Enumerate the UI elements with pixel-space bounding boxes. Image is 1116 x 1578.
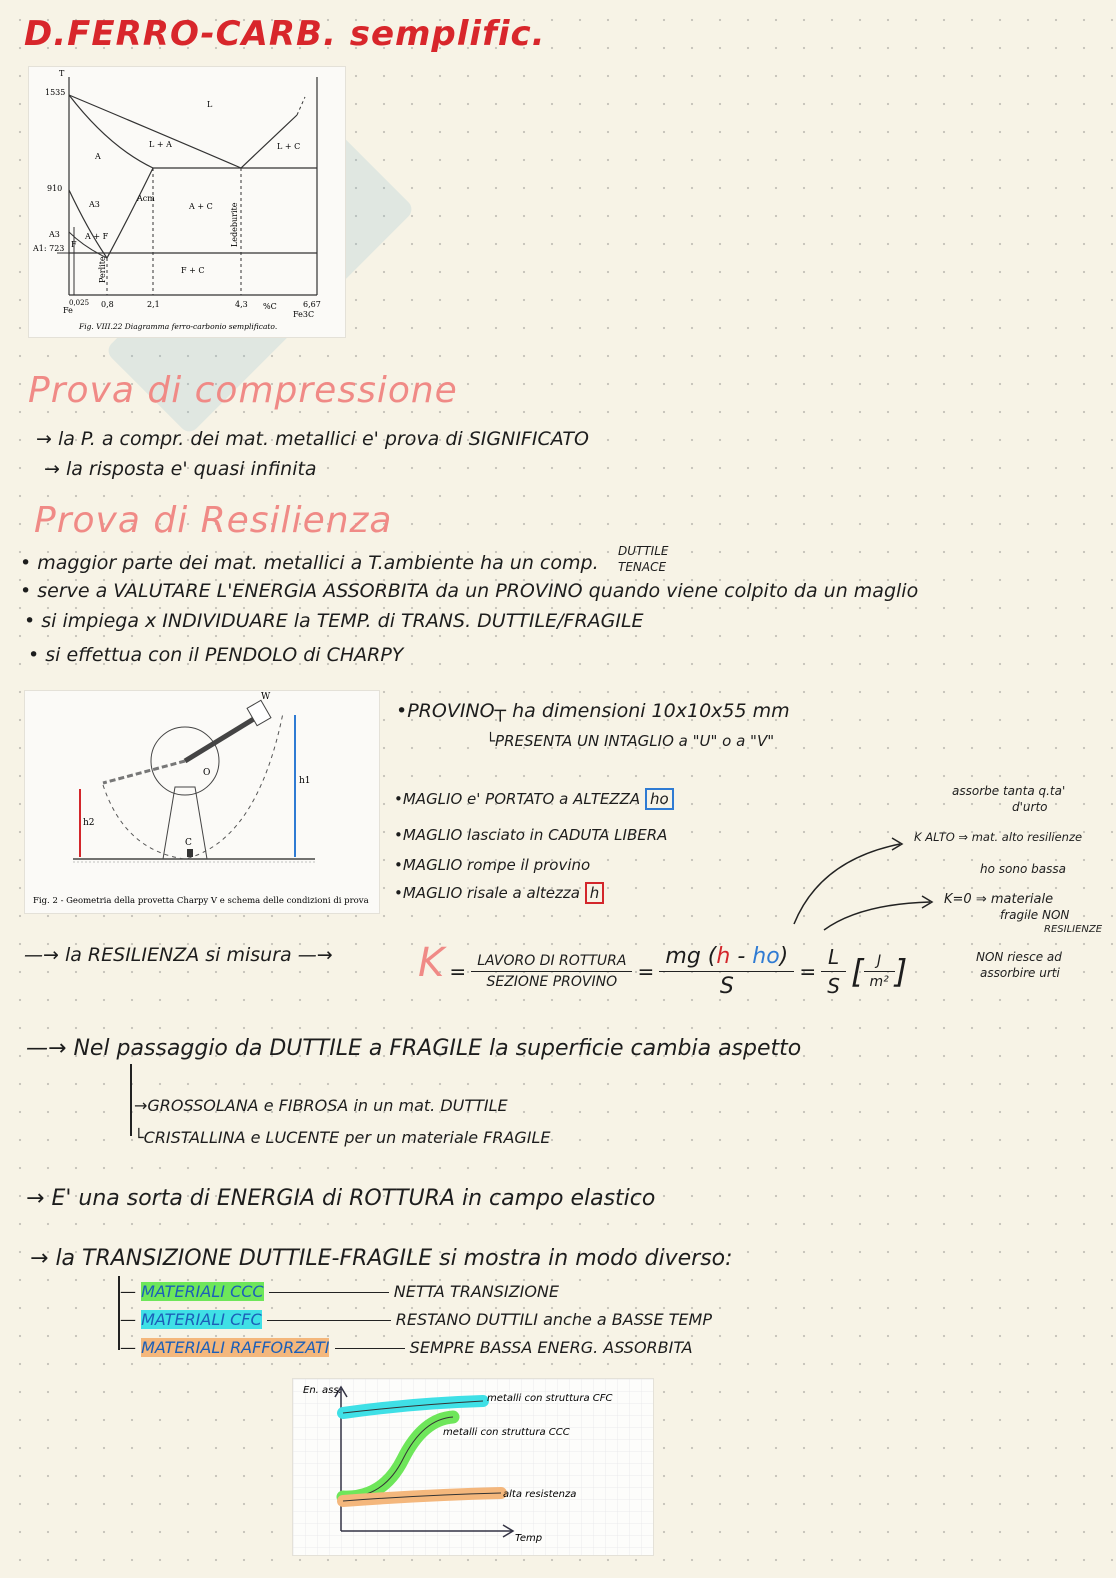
region-a-c: A + C (189, 202, 213, 211)
side-a1: assorbe tanta q.ta' (952, 784, 1066, 798)
compr-line-1: → la P. a compr. dei mat. metallici e' prova di SIGNIFICATO (36, 428, 589, 450)
resil-bullet-2: • serve a VALUTARE L'ENERGIA ASSORBITA da un PROVINO quando viene colpito da un maglio (20, 580, 919, 602)
ho-box: ho (645, 788, 674, 810)
compr-line-2: → la risposta e' quasi infinita (44, 458, 317, 480)
tick-a3: A3 (49, 230, 60, 239)
provino-a: •PROVINO┬ ha dimensioni 10x10x55 mm (396, 700, 790, 722)
region-a3: A3 (89, 200, 100, 209)
num-h: h (716, 944, 731, 969)
region-l: L (207, 100, 213, 109)
formula: K = $\frac{\text{LAVORO DI ROTTURA}}{\text{SEZIONE PROVINO}}$ = $\frac{mg (h - ho)}{S}$ = $\frac{L}{S}$ [ $\frac{J}{\text{m²}}$ ] (418, 940, 908, 999)
formula-eq-3: = (799, 959, 817, 984)
trans-item-3-desc: SEMPRE BASSA ENERG. ASSORBITA (409, 1338, 693, 1357)
frac-ls-num: L (821, 945, 846, 972)
heading-resilienza: Prova di Resilienza (34, 500, 393, 541)
trans-item-1: — MATERIALI CCC NETTA TRANSIZIONE (120, 1282, 559, 1301)
iron-carbon-diagram (28, 66, 346, 338)
trans-item-2: — MATERIALI CFC RESTANO DUTTILI anche a BASSE TEMP (120, 1310, 712, 1329)
fig2-caption: Fig. 2 - Geometria della provetta Charpy V e schema delle condizioni di prova (33, 896, 369, 906)
provino-a-text: ha dimensioni 10x10x55 mm (512, 700, 790, 722)
tick-910: 910 (47, 184, 63, 193)
frac-ls-den: S (827, 974, 840, 998)
resil-bullet-1-text: maggior parte dei mat. metallici a T.ambiente ha un comp. (37, 552, 599, 574)
region-f: F (71, 240, 77, 249)
trans-item-3-label: MATERIALI RAFFORZATI (141, 1338, 330, 1357)
tick-a1: A1: 723 (33, 244, 65, 253)
frac-lavoro-num: LAVORO DI ROTTURA (471, 953, 632, 972)
axis-t-label: T (59, 69, 65, 78)
trans-item-3: — MATERIALI RAFFORZATI SEMPRE BASSA ENERG. ASSORBITA (120, 1338, 693, 1357)
label-o: O (203, 768, 211, 778)
maglio-4: •MAGLIO risale a altezza h (394, 884, 604, 902)
frac-lavoro (471, 953, 632, 990)
label-c: C (185, 838, 192, 848)
heading-compressione: Prova di compressione (28, 370, 458, 411)
diagram-svg (29, 67, 345, 337)
x-axis-label: %C (263, 302, 277, 311)
x-left-fe: Fe (63, 306, 73, 315)
label-h1: h1 (299, 776, 311, 786)
frac-mgh-den: S (719, 974, 734, 999)
h-box: h (585, 882, 605, 904)
maglio-3: •MAGLIO rompe il provino (394, 856, 591, 874)
compr-line-2-text: la risposta e' quasi infinita (65, 458, 317, 480)
formula-eq-2: = (637, 959, 655, 984)
page-title: D.FERRO-CARB. semplific. (24, 14, 546, 54)
frac-ls (821, 945, 846, 998)
side-k0e: assorbire urti (980, 966, 1060, 980)
maglio-2: •MAGLIO lasciato in CADUTA LIBERA (394, 826, 668, 844)
formula-eq-1: = (449, 959, 467, 984)
energy-temp-graph (292, 1378, 654, 1556)
trans-main-text: la TRANSIZIONE DUTTILE-FRAGILE si mostra in modo diverso: (55, 1246, 733, 1271)
maglio-4-text: MAGLIO risale a altezza (402, 884, 580, 902)
label-ledeburite: Ledeburite (230, 202, 239, 247)
num-minus: - (730, 944, 753, 969)
side-kalto2: ho sono bassa (980, 862, 1066, 876)
formula-intro-text: la RESILIENZA si misura (64, 944, 292, 966)
formula-k: K (418, 940, 445, 986)
energy-line: → E' una sorta di ENERGIA di ROTTURA in campo elastico (26, 1186, 656, 1211)
tick-1535: 1535 (45, 88, 66, 97)
provino-b: └PRESENTA UN INTAGLIO a "U" o a "V" (486, 732, 775, 750)
tick-667: 6,67 (303, 300, 321, 309)
num-ho: ho (752, 944, 780, 969)
region-acm: Acm (137, 194, 155, 203)
frac-unit (864, 953, 895, 990)
frac-mgh-num (659, 944, 794, 972)
region-l-a: L + A (149, 140, 172, 149)
region-l-c: L + C (277, 142, 301, 151)
frac-mgh (659, 944, 794, 999)
maglio-1: •MAGLIO e' PORTATO a ALTEZZA ho (394, 790, 674, 808)
pass-s2-text: CRISTALLINA e LUCENTE per un materiale FRAGILE (143, 1128, 551, 1147)
energy-text: E' una sorta di ENERGIA di ROTTURA in campo elastico (51, 1186, 656, 1211)
trans-item-2-label: MATERIALI CFC (141, 1310, 262, 1329)
graph-label-cfc: metalli con struttura CFC (487, 1393, 613, 1404)
trans-item-1-label: MATERIALI CCC (141, 1282, 264, 1301)
compr-line-1-text: la P. a compr. dei mat. metallici e' prova di SIGNIFICATO (57, 428, 589, 450)
pass-s2: └CRISTALLINA e LUCENTE per un materiale FRAGILE (134, 1128, 551, 1147)
tick-21: 2,1 (147, 300, 160, 309)
label-perlite: Perlite (98, 256, 107, 283)
pass-bracket (130, 1064, 132, 1136)
opt-duttile: DUTTILE (618, 544, 669, 558)
region-a-f: A + F (85, 232, 109, 241)
x-right-fe3c: Fe3C (293, 310, 315, 319)
side-kalto: K ALTO ⇒ mat. alto resilienze (914, 830, 1083, 844)
side-k0b: fragile NON (1000, 908, 1070, 922)
tick-43: 4,3 (235, 300, 248, 309)
provino-b-text: PRESENTA UN INTAGLIO a "U" o a "V" (495, 732, 775, 750)
energy-temp-svg (293, 1379, 653, 1555)
frac-lavoro-den: SEZIONE PROVINO (486, 974, 618, 990)
provino-label: PROVINO (407, 700, 495, 722)
frac-unit-den: m² (869, 974, 889, 990)
trans-item-2-desc: RESTANO DUTTILI anche a BASSE TEMP (395, 1310, 712, 1329)
graph-ylabel: En. ass. (303, 1385, 342, 1396)
resil-bullet-1: • maggior parte dei mat. metallici a T.ambiente ha un comp. (20, 552, 599, 574)
graph-label-res: alta resistenza (503, 1489, 577, 1500)
side-a2: d'urto (1012, 800, 1048, 814)
region-f-c: F + C (181, 266, 205, 275)
pass-main-text: Nel passaggio da DUTTILE a FRAGILE la superficie cambia aspetto (73, 1036, 802, 1061)
maglio-1-text: MAGLIO e' PORTATO a ALTEZZA (402, 790, 641, 808)
maglio-3-text: MAGLIO rompe il provino (402, 856, 591, 874)
graph-label-ccc: metalli con struttura CCC (443, 1427, 570, 1438)
frac-unit-num: J (864, 953, 895, 972)
pass-s1-text: GROSSOLANA e FIBROSA in un mat. DUTTILE (147, 1096, 508, 1115)
label-w: W (261, 692, 271, 702)
side-k0c: RESILIENZE (1044, 924, 1103, 935)
trans-item-1-desc: NETTA TRANSIZIONE (393, 1282, 559, 1301)
resil-bullet-3-text: si impiega x INDIVIDUARE la TEMP. di TRANS. DUTTILE/FRAGILE (41, 610, 644, 632)
maglio-2-text: MAGLIO lasciato in CADUTA LIBERA (402, 826, 668, 844)
pass-main: —→ Nel passaggio da DUTTILE a FRAGILE la superficie cambia aspetto (26, 1036, 802, 1061)
side-k0: K=0 ⇒ materiale (944, 892, 1054, 907)
tick-0025: 0,025 (69, 299, 90, 307)
opt-tenace: TENACE (618, 560, 667, 574)
resil-bullet-2-text: serve a VALUTARE L'ENERGIA ASSORBITA da un PROVINO quando viene colpito da un maglio (37, 580, 919, 602)
formula-intro: —→ la RESILIENZA si misura —→ (24, 944, 333, 966)
trans-main: → la TRANSIZIONE DUTTILE-FRAGILE si mostra in modo diverso: (30, 1246, 733, 1271)
tick-08: 0,8 (101, 300, 114, 309)
num-mg: mg ( (665, 944, 717, 969)
resil-bullet-4: • si effettua con il PENDOLO di CHARPY (28, 644, 404, 666)
side-k0d: NON riesce ad (976, 950, 1062, 964)
pass-s1: →GROSSOLANA e FIBROSA in un mat. DUTTILE (134, 1096, 508, 1115)
charpy-figure (24, 690, 380, 914)
charpy-svg (25, 691, 379, 913)
graph-xlabel: Temp (515, 1533, 543, 1544)
resil-bullet-3: • si impiega x INDIVIDUARE la TEMP. di TRANS. DUTTILE/FRAGILE (24, 610, 644, 632)
label-h2: h2 (83, 818, 95, 828)
num-close: ) (779, 944, 789, 969)
region-a: A (95, 152, 101, 161)
resil-bullet-4-text: si effettua con il PENDOLO di CHARPY (45, 644, 404, 666)
fig1-caption: Fig. VIII.22 Diagramma ferro-carbonio semplificato. (79, 322, 278, 331)
